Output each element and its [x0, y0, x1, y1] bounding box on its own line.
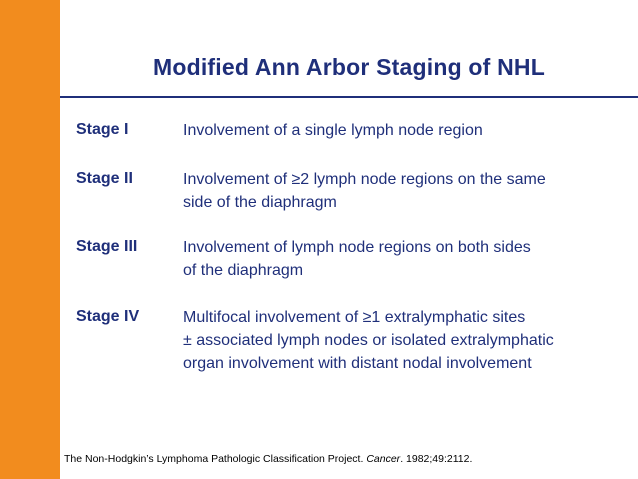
stage-label: Stage III [76, 238, 138, 255]
stage-description-line: side of the diaphragm [183, 194, 337, 211]
accent-bar [0, 0, 60, 479]
stage-description [183, 306, 623, 375]
stage-description-line: organ involvement with distant nodal involvement [183, 355, 532, 372]
citation [64, 453, 472, 465]
citation-journal: Cancer [366, 453, 401, 465]
stage-label: Stage IV [76, 308, 140, 325]
stage-description-line: Involvement of ≥2 lymph node regions on the same [183, 171, 546, 188]
stage-description [183, 168, 623, 214]
stage-description [183, 119, 623, 142]
stage-label: Stage I [76, 121, 129, 138]
citation-details: . 1982;49:2112. [400, 453, 473, 465]
stage-description-line: Involvement of lymph node regions on both sides [183, 239, 531, 256]
stage-description-line: ± associated lymph nodes or isolated extralymphatic [183, 332, 554, 349]
stage-description [183, 236, 623, 282]
slide-title: Modified Ann Arbor Staging of NHL [152, 54, 545, 80]
stage-description-line: Multifocal involvement of ≥1 extralymphatic sites [183, 309, 526, 326]
stage-description-line: Involvement of a single lymph node region [183, 122, 483, 139]
title-divider [60, 96, 638, 98]
stage-label: Stage II [76, 170, 133, 187]
stage-description-line: of the diaphragm [183, 262, 304, 279]
citation-text: The Non-Hodgkin’s Lymphoma Pathologic Classification Project. [64, 453, 364, 465]
